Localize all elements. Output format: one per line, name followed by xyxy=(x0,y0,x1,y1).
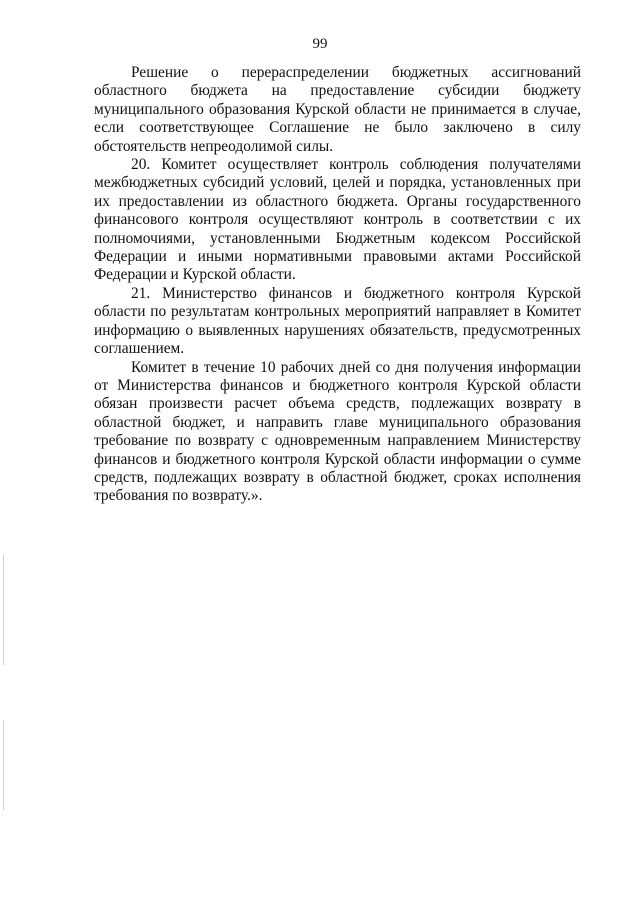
scan-edge-line xyxy=(3,555,4,665)
paragraph-20-control: 20. Комитет осуществляет контроль соблюдения получателями межбюджетных субсидий условий, целей и порядка, установленных при их предоставлении из областного бюджета. Органы государственного финансового контроля осуществляют контроль в соответствии с их полномочиями, установленными Бюджетным кодексом Российской Федерации и иными нормативными правовыми актами Российской Федерации и Курской области. xyxy=(94,156,581,284)
paragraph-reallocation-decision: Решение о перераспределении бюджетных ассигнований областного бюджета на предоставление субсидии бюджету муниципального образования Курской области не принимается в случае, если соответствующее Соглашение не было заключено в силу обстоятельств непреодолимой силы. xyxy=(94,64,581,155)
paragraph-21-ministry: 21. Министерство финансов и бюджетного контроля Курской области по результатам контрольных мероприятий направляет в Комитет информацию о выявленных нарушениях обязательств, предусмотренных соглашением. xyxy=(94,284,581,358)
document-body xyxy=(94,64,581,506)
scan-edge-line xyxy=(3,720,4,810)
page-number: 99 xyxy=(312,36,328,52)
paragraph-committee-refund: Комитет в течение 10 рабочих дней со дня получения информации от Министерства финансов и бюджетного контроля Курской области обязан произвести расчет объема средств, подлежащих возврату в областной бюджет, и направить главе муниципального образования требование по возврату с одновременным направлением Министерству финансов и бюджетного контроля Курской области информации о сумме средств, подлежащих возврату в областной бюджет, сроках исполнения требования по возврату.». xyxy=(94,358,581,505)
